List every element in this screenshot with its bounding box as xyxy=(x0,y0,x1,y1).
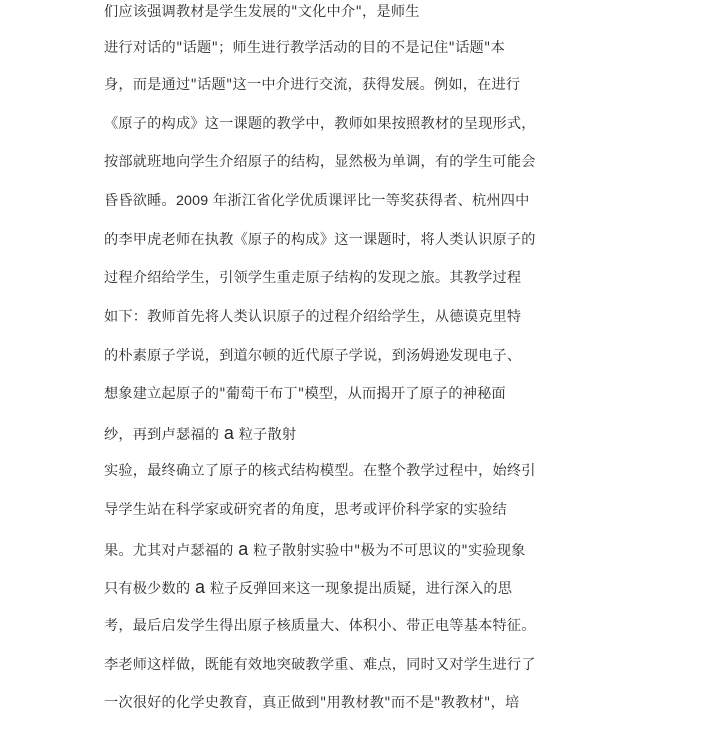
text-line: 过程介绍给学生，引领学生重走原子结构的发现之旅。其教学过程 xyxy=(104,270,522,286)
text-segment: 纱，再到卢瑟福的 xyxy=(104,427,224,443)
text-line: 李老师这样做，既能有效地突破教学重、难点，同时又对学生进行了 xyxy=(104,657,536,673)
text-segment: 年浙江省化学优质课评比一等奖获得者、杭州四中 xyxy=(208,193,530,209)
text-line: 一次很好的化学史教育，真正做到"用教材教"而不是"教教材"，培 xyxy=(104,695,520,711)
text-line: 的朴素原子学说，到道尔顿的近代原子学说，到汤姆逊发现电子、 xyxy=(104,348,522,364)
text-line xyxy=(104,191,530,211)
text-segment: 果。尤其对卢瑟福的 xyxy=(104,543,239,559)
text-line: 如下：教师首先将人类认识原子的过程介绍给学生，从德谟克里特 xyxy=(104,309,522,325)
text-line: 导学生站在科学家或研究者的角度，思考或评价科学家的实验结 xyxy=(104,502,507,518)
text-line xyxy=(104,539,526,561)
text-segment: 粒子散射 xyxy=(234,427,297,443)
text-line xyxy=(104,577,512,599)
text-segment: 粒子散射实验中"极为不可思议的"实验现象 xyxy=(248,543,526,559)
text-line: 实验，最终确立了原子的核式结构模型。在整个教学过程中，始终引 xyxy=(104,463,536,479)
year-number: 2009 xyxy=(175,193,209,209)
text-line: 身，而是通过"话题"这一中介进行交流，获得发展。例如，在进行 xyxy=(104,77,521,93)
text-line: 考，最后启发学生得出原子核质量大、体积小、带正电等基本特征。 xyxy=(104,618,536,634)
text-segment: 昏昏欲睡。 xyxy=(104,193,176,209)
text-line: 进行对话的"话题"；师生进行教学活动的目的不是记住"话题"本 xyxy=(104,40,505,56)
text-line: 想象建立起原子的"葡萄干布丁"模型，从而揭开了原子的神秘面 xyxy=(104,386,506,402)
alpha-symbol: a xyxy=(223,423,235,443)
text-line: 按部就班地向学生介绍原子的结构，显然极为单调，有的学生可能会 xyxy=(104,154,536,170)
alpha-symbol: a xyxy=(195,577,206,597)
text-line: 们应该强调教材是学生发展的"文化中介"，是师生 xyxy=(104,4,420,20)
text-line: 《原子的构成》这一课题的教学中，教师如果按照教材的呈现形式， xyxy=(104,116,536,132)
text-segment: 只有极少数的 xyxy=(104,581,196,597)
text-line: 的李甲虎老师在执教《原子的构成》这一课题时，将人类认识原子的 xyxy=(104,232,536,248)
alpha-symbol: a xyxy=(238,539,249,559)
text-segment: 粒子反弹回来这一现象提出质疑，进行深入的思 xyxy=(205,581,513,597)
text-line xyxy=(104,423,296,445)
